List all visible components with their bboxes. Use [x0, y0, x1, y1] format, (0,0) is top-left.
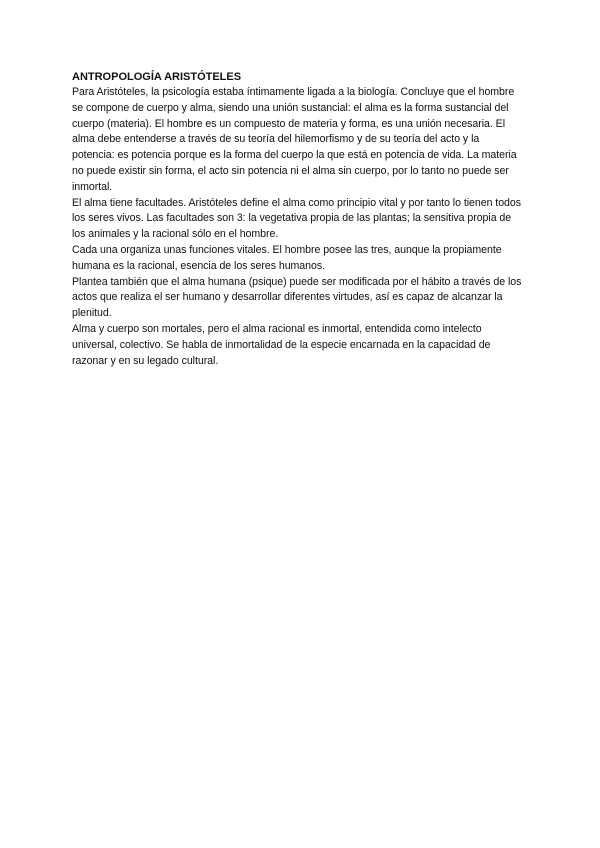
document-body	[72, 70, 522, 369]
paragraph-4: Plantea también que el alma humana (psique) puede ser modificada por el hábito a través de los actos que realiza el ser humano y desarrollar diferentes virtudes, así es capaz de alcanzar la plenitud.	[72, 275, 522, 320]
document-title: ANTROPOLOGÍA ARISTÓTELES	[72, 71, 242, 83]
paragraph-3: Cada una organiza unas funciones vitales. El hombre posee las tres, aunque la propiamente humana es la racional, esencia de los seres humanos.	[72, 243, 502, 272]
paragraph-1: Para Aristóteles, la psicología estaba íntimamente ligada a la biología. Concluye que el hombre se compone de cuerpo y alma, siendo una unión sustancial: el alma es la forma sustancial del cuerpo (materia). El hombre es un compuesto de materia y forma, es una unión necesaria. El alma debe entenderse a través de su teoría del hilemorfismo y de su teoría del acto y la potencia: es potencia porque es la forma del cuerpo la que está en potencia de vida. La materia no puede existir sin forma, el acto sin potencia ni el alma sin cuerpo, por lo tanto no puede ser inmortal.	[72, 86, 517, 193]
paragraph-2: El alma tiene facultades. Aristóteles define el alma como principio vital y por tanto lo tienen todos los seres vivos. Las facultades son 3: la vegetativa propia de las plantas; la sensitiva propia de los animales y la racional sólo en el hombre.	[72, 196, 521, 241]
paragraph-5: Alma y cuerpo son mortales, pero el alma racional es inmortal, entendida como intelecto universal, colectivo. Se habla de inmortalidad de la especie encarnada en la capacidad de razonar y en su legado cultural.	[72, 322, 491, 367]
